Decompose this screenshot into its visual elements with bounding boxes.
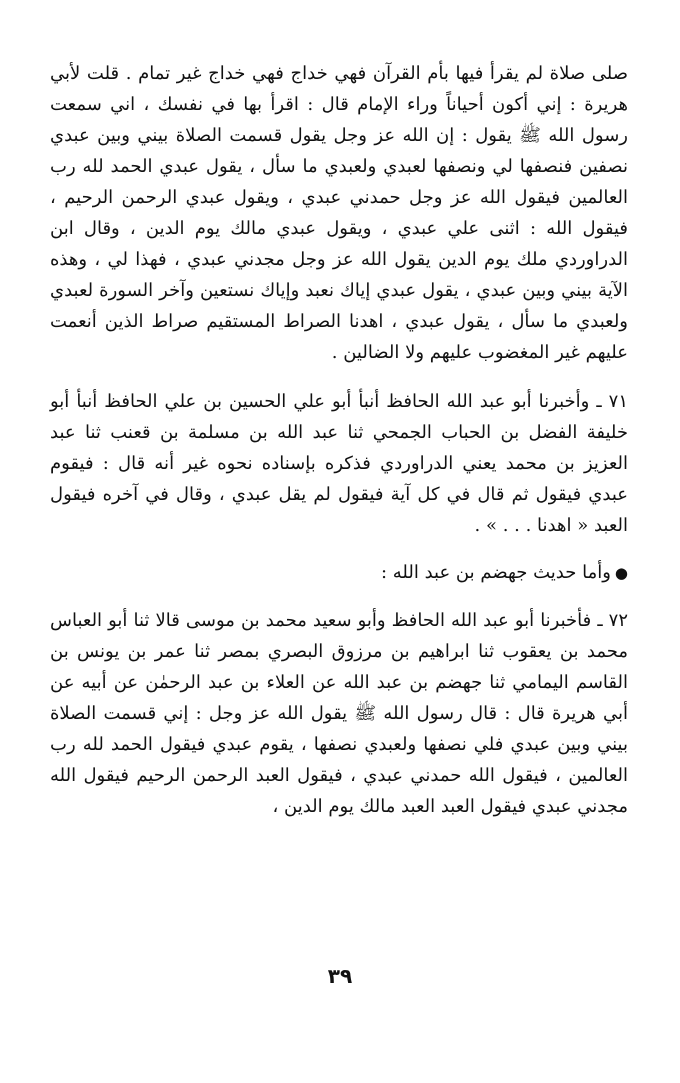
section-heading-text: وأما حديث جهضم بن عبد الله : xyxy=(380,562,611,583)
paragraph-hadith-continuation: صلى صلاة لم يقرأ فيها بأم القرآن فهي خداج فهي خداج غير تمام . قلت لأبي هريرة : إني أكون أحياناً وراء الإمام قال : اقرأ بها في نفسك ، اني سمعت رسول الله ﷺ يقول : إن الله عز وجل يقول قسمت الصلاة بيني وبين عبدي نصفين فنصفها لي ونصفها لعبدي ولعبدي ما سأل ، يقول عبدي الحمد لله رب العالمين فيقول الله عز وجل حمدني عبدي ، ويقول عبدي الرحمن الرحيم ، فيقول الله : اثنى علي عبدي ، ويقول عبدي مالك يوم الدين ، وقال ابن الدراوردي ملك يوم الدين يقول الله عز وجل مجدني عبدي ، فهذا لي ، وهذه الآية بيني وبين عبدي ، يقول عبدي إياك نعبد وإياك نستعين وآخر السورة لعبدي ولعبدي ما سأل ، يقول عبدي ، اهدنا الصراط المستقيم صراط الذين أنعمت عليهم غير المغضوب عليهم ولا الضالين . xyxy=(50,63,629,363)
page-text-block xyxy=(50,58,628,822)
bullet-icon: ● xyxy=(614,564,628,582)
page-number: ٣٩ xyxy=(327,964,353,988)
section-heading xyxy=(50,557,628,589)
paragraph-hadith-71: ٧١ ـ وأخبرنا أبو عبد الله الحافظ أنبأ أبو علي الحسين بن علي الحافظ أنبأ أبو خليفة الفضل بن الحباب الجمحي ثنا عبد الله بن مسلمة بن قعنب ثنا عبد العزيز بن محمد يعني الدراوردي فذكره بإسناده نحوه غير أنه قال : فيقوم عبدي فيقول ثم قال في كل آية فيقول لم يقل عبدي ، وقال في آخره فيقول العبد « اهدنا . . . » . xyxy=(50,391,628,536)
paragraph-hadith-72: ٧٢ ـ فأخبرنا أبو عبد الله الحافظ وأبو سعيد محمد بن موسى قالا ثنا أبو العباس محمد بن يعقوب ثنا ابراهيم بن مرزوق البصري بمصر ثنا عمر بن يونس بن القاسم اليمامي ثنا جهضم بن عبد الله عن العلاء بن عبد الرحمٰن عن أبيه عن أبي هريرة قال : قال رسول الله ﷺ يقول الله عز وجل : إني قسمت الصلاة بيني وبين عبدي فلي نصفها ولعبدي نصفها ، يقوم عبدي فيقول الحمد لله رب العالمين ، فيقول الله حمدني عبدي ، فيقول العبد الرحمن الرحيم فيقول الله مجدني عبدي فيقول العبد العبد مالك يوم الدين ، xyxy=(50,610,628,817)
